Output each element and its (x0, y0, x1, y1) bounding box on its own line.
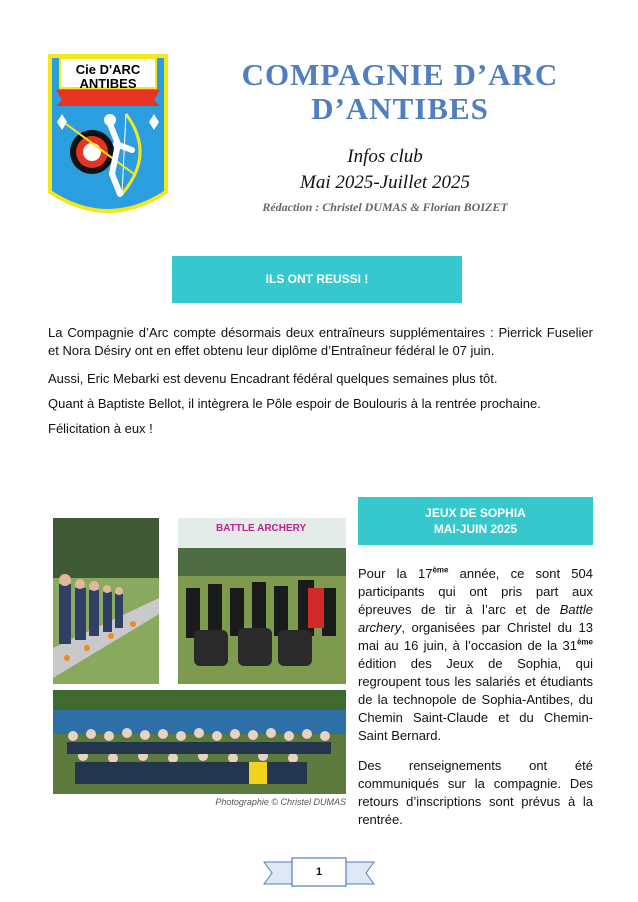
photo-group (53, 690, 346, 794)
paragraph-pole-espoir: Quant à Baptiste Bellot, il intègrera le Pôle espoir de Boulouris à la rentrée prochaine. (48, 396, 541, 411)
paragraph-entraineurs: La Compagnie d’Arc compte désormais deux entraîneurs supplémentaires : Pierrick Fuselier et Nora Désiry ont en effet obtenu leur diplôme d’Entraîneur fédéral le 07 juin. (48, 325, 593, 358)
superscript: ème (576, 637, 593, 647)
text-segment: , organisées par Christel du 13 mai au 16 juin, à l’occasion de la 31 (358, 620, 593, 653)
section-heading-jeux-sophia (358, 497, 593, 545)
title-line1: COMPAGNIE D’ARC (241, 57, 559, 92)
battle-archery-sign: BATTLE ARCHERY (216, 523, 307, 534)
logo-text-line1: Cie D'ARC (75, 62, 141, 77)
credits-line: Rédaction : Christel DUMAS & Florian BOIZET (262, 200, 508, 214)
text-segment: édition des Jeux de Sophia, qui regroupent tous les salariés et étudiants de la technopole de Sophia-Antibes, du Chemin Saint-Claude et du Chemin-Saint Bernard. (358, 656, 593, 743)
section-heading-reussi: ILS ONT REUSSI ! (172, 256, 462, 303)
photo-battle-archery (178, 518, 346, 684)
heading-line1: JEUX DE SOPHIA (425, 506, 526, 520)
italic-battle-archery: Battle archery (358, 602, 593, 635)
newsletter-title (190, 58, 610, 126)
subtitle-period: Mai 2025-Juillet 2025 (300, 172, 470, 193)
photo-caption: Photographie © Christel DUMAS (215, 797, 346, 807)
title-line2: D’ANTIBES (311, 91, 489, 126)
text-segment: année, ce sont 504 participants qui ont pris part aux épreuves de tir à l’arc et de (358, 566, 593, 617)
paragraph-encadrant: Aussi, Eric Mebarki est devenu Encadrant fédéral quelques semaines plus tôt. (48, 371, 498, 386)
paragraph-renseignements: Des renseignements ont été communiqués sur la compagnie. Des retours d’inscriptions sont prévus à la rentrée. (358, 758, 593, 827)
superscript: ème (432, 565, 449, 575)
logo-text-line2: ANTIBES (79, 76, 137, 91)
page-number: 1 (315, 866, 323, 878)
subtitle-infos-club: Infos club (347, 146, 423, 167)
text-segment: Pour la 17 (358, 566, 433, 581)
photo-archers-line (53, 518, 159, 684)
heading-line2: MAI-JUIN 2025 (433, 522, 518, 536)
club-logo (46, 54, 170, 220)
paragraph-jeux-sophia (358, 565, 593, 745)
paragraph-felicitation: Félicitation à eux ! (48, 421, 153, 436)
